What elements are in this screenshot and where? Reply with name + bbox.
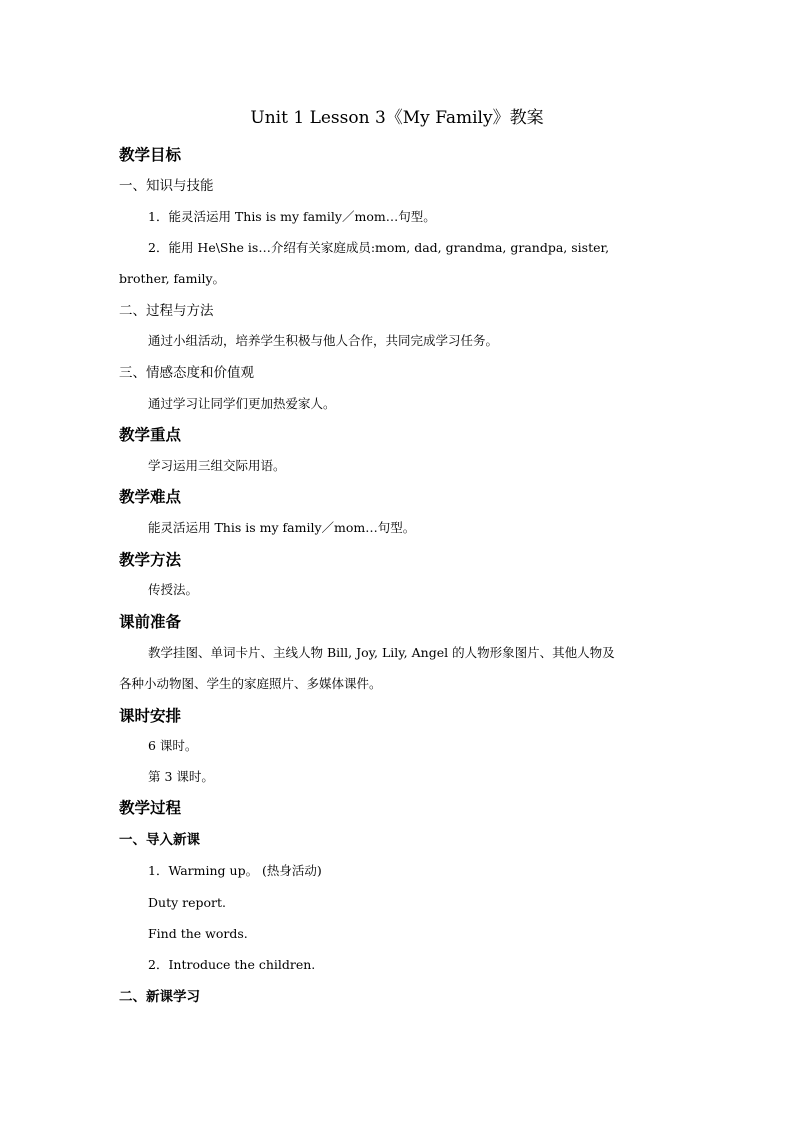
heading-process-methods: 二、过程与方法 [119,303,214,319]
heading-knowledge-skills: 一、知识与技能 [119,178,214,194]
preparation-line-1: 教学挂图、单词卡片、主线人物 Bill, Joy, Lily, Angel 的人物形象图片、其他人物及 [148,645,615,660]
schedule-line-1: 6 课时。 [148,738,198,753]
schedule-line-2: 第 3 课时。 [148,769,214,784]
heading-schedule: 课时安排 [119,706,182,725]
process-text: 通过小组活动，培养学生积极与他人合作，共同完成学习任务。 [148,333,499,348]
page-title: Unit 1 Lesson 3《My Family》教案 [250,108,544,128]
methods-text: 传授法。 [148,582,199,597]
intro-item-4: 2．Introduce the children. [148,957,316,972]
heading-preparation: 课前准备 [119,612,182,631]
difficulties-text: 能灵活运用 This is my family／mom…句型。 [148,520,416,535]
heading-methods: 教学方法 [119,550,182,569]
heading-key-points: 教学重点 [119,425,182,444]
intro-item-3: Find the words. [148,926,248,941]
key-points-text: 学习运用三组交际用语。 [148,458,286,473]
knowledge-item-2-line-2: brother, family。 [119,271,226,286]
heading-objectives: 教学目标 [119,145,182,164]
heading-emotion-values: 三、情感态度和价值观 [119,365,254,381]
heading-procedure: 教学过程 [119,798,182,817]
heading-introduction: 一、导入新课 [119,832,200,848]
preparation-line-2: 各种小动物图、学生的家庭照片、多媒体课件。 [119,676,382,691]
heading-new-lesson: 二、新课学习 [119,989,200,1005]
intro-item-2: Duty report. [148,895,227,910]
knowledge-item-2-line-1: 2．能用 He\She is…介绍有关家庭成员:mom, dad, grandma, grandpa, sister, [148,240,610,255]
intro-item-1: 1．Warming up。 (热身活动) [148,863,322,878]
heading-difficulties: 教学难点 [119,487,182,506]
knowledge-item-1: 1．能灵活运用 This is my family／mom…句型。 [148,209,436,224]
emotion-text: 通过学习让同学们更加热爱家人。 [148,396,336,411]
